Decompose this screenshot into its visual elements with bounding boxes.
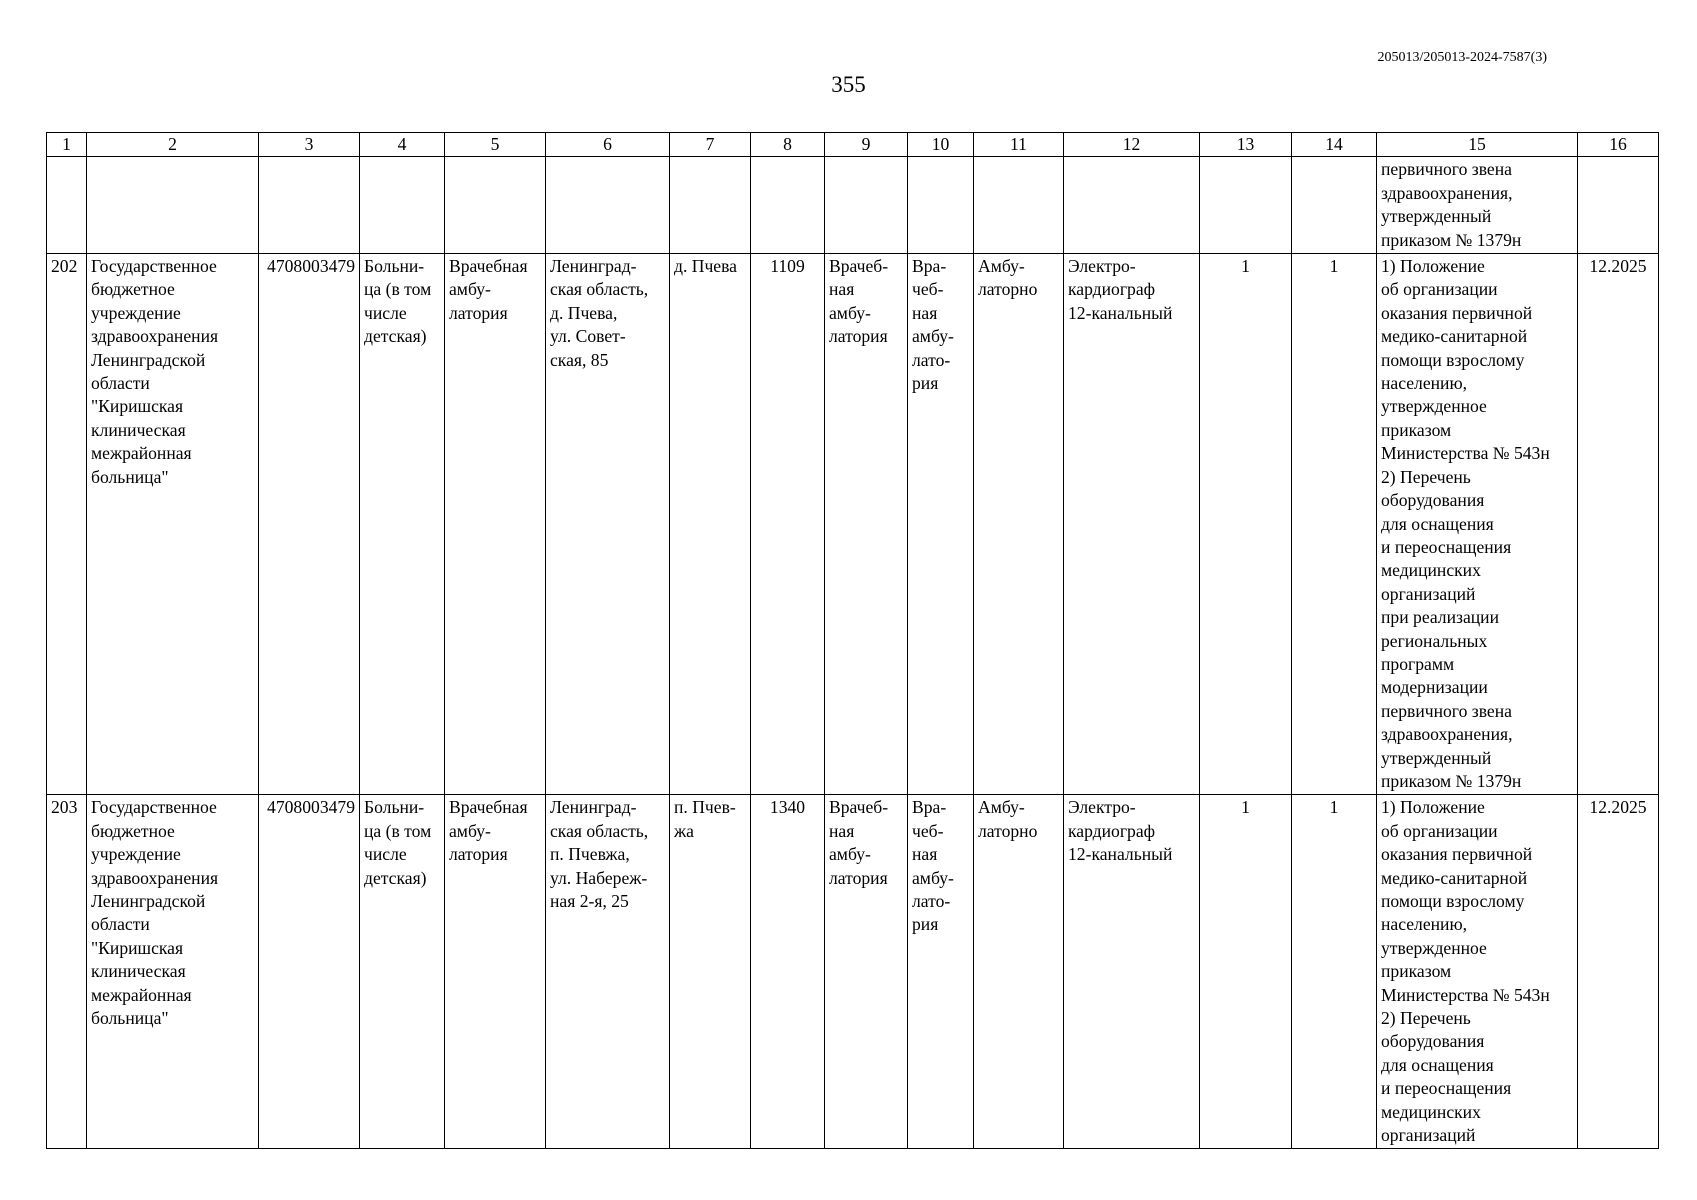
legal-basis <box>1377 795 1578 1149</box>
unit-name <box>445 254 546 795</box>
cell-line: медико-санитарной <box>1381 867 1528 888</box>
cell-line: бюджетное <box>91 820 175 841</box>
cell-line: утвержденное <box>1381 396 1487 417</box>
page-number: 355 <box>831 72 866 97</box>
cont-cell-11 <box>974 157 1064 254</box>
cont-cell-8 <box>751 157 825 254</box>
column-number-1: 1 <box>47 133 87 157</box>
cell-line: оборудования <box>1381 1031 1485 1052</box>
legal-basis <box>1377 254 1578 795</box>
date: 12.2025 <box>1578 795 1659 1149</box>
column-number-13: 13 <box>1200 133 1292 157</box>
cell-line: ная <box>912 302 938 323</box>
cell-line: для оснащения <box>1381 513 1494 534</box>
cont-cell-6 <box>546 157 670 254</box>
cell-line: медицинских <box>1381 1101 1481 1122</box>
cell-line: клиническая <box>91 961 186 982</box>
cell-line: жа <box>674 820 694 841</box>
cell-line: больница" <box>91 466 169 487</box>
cell-line: числе <box>364 302 407 323</box>
cell-line: ул. Набереж- <box>550 867 648 888</box>
column-number-row <box>47 133 1659 157</box>
cell-line: приказом <box>1381 419 1452 440</box>
column-number-15: 15 <box>1377 133 1578 157</box>
cell-line: Электро- <box>1068 797 1136 818</box>
cell-line: д. Пчева, <box>550 302 618 323</box>
cell-line: оказания первичной <box>1381 302 1533 323</box>
cell-line: учреждение <box>91 844 181 865</box>
cell-line: медицинских <box>1381 560 1481 581</box>
cell-line: оборудования <box>1381 490 1485 511</box>
cell-line: первичного звена <box>1381 159 1512 180</box>
cell-line: 2) Перечень <box>1381 1008 1471 1029</box>
population: 1109 <box>751 254 825 795</box>
address <box>546 795 670 1149</box>
cell-line: области <box>91 373 150 394</box>
cell-line: для оснащения <box>1381 1054 1494 1075</box>
cell-line: амбу- <box>829 302 871 323</box>
cell-line: медико-санитарной <box>1381 326 1528 347</box>
unit-name <box>445 795 546 1149</box>
population: 1340 <box>751 795 825 1149</box>
cell-line: детская) <box>364 867 427 888</box>
cell-line: "Киришская <box>91 937 184 958</box>
cell-line: населению, <box>1381 373 1468 394</box>
cont-cell-1 <box>47 157 87 254</box>
cont-cell-2 <box>87 157 259 254</box>
unit-kind <box>908 795 974 1149</box>
cont-cell-7 <box>670 157 751 254</box>
document-number: 205013/205013-2024-7587(3) <box>1377 50 1547 65</box>
cell-line: приказом № 1379н <box>1381 229 1522 250</box>
cell-line: латория <box>449 844 508 865</box>
quantity-14: 1 <box>1292 795 1377 1149</box>
cont-cell-10 <box>908 157 974 254</box>
cell-line: амбу- <box>912 867 954 888</box>
organization-type <box>360 254 445 795</box>
continuation-row <box>47 157 1659 254</box>
cell-line: Больни- <box>364 256 425 277</box>
cell-line: 1) Положение <box>1381 256 1485 277</box>
data-table <box>46 132 1659 1149</box>
unit-type <box>825 795 908 1149</box>
cell-line: числе <box>364 844 407 865</box>
unit-kind <box>908 254 974 795</box>
cell-line: латория <box>829 867 888 888</box>
cell-line: детская) <box>364 326 427 347</box>
cell-line: 12-канальный <box>1068 302 1173 323</box>
cell-line: Вра- <box>912 797 947 818</box>
date: 12.2025 <box>1578 254 1659 795</box>
settlement <box>670 254 751 795</box>
cell-line: Ленинград- <box>550 797 637 818</box>
cell-line: Врачебная <box>449 797 528 818</box>
column-number-16: 16 <box>1578 133 1659 157</box>
inn: 4708003479 <box>259 254 360 795</box>
cell-line: латорно <box>978 279 1038 300</box>
cell-line: Министерства № 543н <box>1381 984 1550 1005</box>
column-number-8: 8 <box>751 133 825 157</box>
cell-line: населению, <box>1381 914 1468 935</box>
cell-line: ная <box>829 820 855 841</box>
cell-line: Электро- <box>1068 256 1136 277</box>
cell-line: ская область, <box>550 279 649 300</box>
equipment <box>1064 254 1200 795</box>
cell-line: Ленинградской <box>91 349 206 370</box>
cell-line: 1) Положение <box>1381 797 1485 818</box>
column-number-14: 14 <box>1292 133 1377 157</box>
column-number-9: 9 <box>825 133 908 157</box>
cell-line: п. Пчевжа, <box>550 844 630 865</box>
cell-line: амбу- <box>912 326 954 347</box>
cell-line: Ленинградской <box>91 891 206 911</box>
table-row <box>47 795 1659 1149</box>
cell-line: д. Пчева <box>674 256 737 277</box>
quantity-13: 1 <box>1200 254 1292 795</box>
cell-line: при реализации <box>1381 607 1500 628</box>
cell-line: утвержденное <box>1381 937 1487 958</box>
cell-line: рия <box>912 914 939 935</box>
cell-line: амбу- <box>449 820 491 841</box>
cell-line: модернизации <box>1381 677 1488 698</box>
cont-cell-15 <box>1377 157 1578 254</box>
cell-line: кардиограф <box>1068 820 1156 841</box>
cell-line: ная <box>912 844 938 865</box>
cell-line: Больни- <box>364 797 425 818</box>
cell-line: клиническая <box>91 419 186 440</box>
cell-line: кардиограф <box>1068 279 1156 300</box>
equipment <box>1064 795 1200 1149</box>
cell-line: первичного звена <box>1381 700 1512 721</box>
cell-line: Государственное <box>91 256 217 277</box>
cell-line: утвержденный <box>1381 206 1492 227</box>
column-number-5: 5 <box>445 133 546 157</box>
cell-line: Вра- <box>912 256 947 277</box>
cell-line: Врачеб- <box>829 797 889 818</box>
cell-line: Министерства № 543н <box>1381 443 1550 464</box>
organization-name <box>87 254 259 795</box>
cell-line: и переоснащения <box>1381 536 1512 557</box>
cell-line: Врачебная <box>449 256 528 277</box>
row-number: 203 <box>47 795 87 1149</box>
cell-line: приказом <box>1381 961 1452 982</box>
cell-line: межрайонная <box>91 984 192 1005</box>
cell-line: организаций <box>1381 1125 1476 1146</box>
cont-cell-3 <box>259 157 360 254</box>
column-number-10: 10 <box>908 133 974 157</box>
cont-cell-12 <box>1064 157 1200 254</box>
address <box>546 254 670 795</box>
cell-line: и переоснащения <box>1381 1078 1512 1099</box>
column-number-6: 6 <box>546 133 670 157</box>
cell-line: латория <box>449 302 508 323</box>
cell-line: помощи взрослому <box>1381 891 1525 911</box>
column-number-12: 12 <box>1064 133 1200 157</box>
cell-line: учреждение <box>91 302 181 323</box>
cell-line: ская область, <box>550 820 649 841</box>
settlement <box>670 795 751 1149</box>
cell-line: Ленинград- <box>550 256 637 277</box>
cell-line: латория <box>829 326 888 347</box>
unit-type <box>825 254 908 795</box>
quantity-14: 1 <box>1292 254 1377 795</box>
table-body <box>47 133 1659 1149</box>
cell-line: ул. Совет- <box>550 326 626 347</box>
cell-line: 12-канальный <box>1068 844 1173 865</box>
care-form <box>974 795 1064 1149</box>
cell-line: области <box>91 914 150 935</box>
cell-line: лато- <box>912 891 951 911</box>
cell-line: оказания первичной <box>1381 844 1533 865</box>
cell-line: "Киришская <box>91 396 184 417</box>
column-number-11: 11 <box>974 133 1064 157</box>
cell-line: об организации <box>1381 820 1498 841</box>
column-number-2: 2 <box>87 133 259 157</box>
cont-cell-5 <box>445 157 546 254</box>
cell-line: межрайонная <box>91 443 192 464</box>
table-row <box>47 254 1659 795</box>
cell-line: латорно <box>978 820 1038 841</box>
cell-line: больница" <box>91 1008 169 1029</box>
cont-cell-16 <box>1578 157 1659 254</box>
cell-line: здравоохранения, <box>1381 724 1513 745</box>
cell-line: рия <box>912 373 939 394</box>
inn: 4708003479 <box>259 795 360 1149</box>
organization-name <box>87 795 259 1149</box>
cell-line: Амбу- <box>978 797 1025 818</box>
column-number-7: 7 <box>670 133 751 157</box>
cell-line: организаций <box>1381 583 1476 604</box>
cell-line: амбу- <box>449 279 491 300</box>
column-number-4: 4 <box>360 133 445 157</box>
cell-line: амбу- <box>829 844 871 865</box>
cell-line: ца (в том <box>364 820 432 841</box>
cell-line: Амбу- <box>978 256 1025 277</box>
cell-line: ская, 85 <box>550 349 609 370</box>
cell-line: чеб- <box>912 820 944 841</box>
cell-line: программ <box>1381 653 1455 674</box>
cell-line: утвержденный <box>1381 747 1492 768</box>
cell-line: Врачеб- <box>829 256 889 277</box>
cell-line: 2) Перечень <box>1381 466 1471 487</box>
organization-type <box>360 795 445 1149</box>
cell-line: приказом № 1379н <box>1381 770 1522 791</box>
cont-cell-13 <box>1200 157 1292 254</box>
cont-cell-14 <box>1292 157 1377 254</box>
cont-cell-4 <box>360 157 445 254</box>
cell-line: Государственное <box>91 797 217 818</box>
cell-line: региональных <box>1381 630 1488 651</box>
cell-line: здравоохранения <box>91 867 219 888</box>
care-form <box>974 254 1064 795</box>
cell-line: чеб- <box>912 279 944 300</box>
column-number-3: 3 <box>259 133 360 157</box>
cell-line: здравоохранения, <box>1381 182 1513 203</box>
cell-line: ная <box>829 279 855 300</box>
cell-line: об организации <box>1381 279 1498 300</box>
cell-line: здравоохранения <box>91 326 219 347</box>
cell-line: п. Пчев- <box>674 797 736 818</box>
cell-line: лато- <box>912 349 951 370</box>
cell-line: ца (в том <box>364 279 432 300</box>
cell-line: ная 2-я, 25 <box>550 891 629 911</box>
cont-cell-9 <box>825 157 908 254</box>
row-number: 202 <box>47 254 87 795</box>
quantity-13: 1 <box>1200 795 1292 1149</box>
cell-line: помощи взрослому <box>1381 349 1525 370</box>
cell-line: бюджетное <box>91 279 175 300</box>
